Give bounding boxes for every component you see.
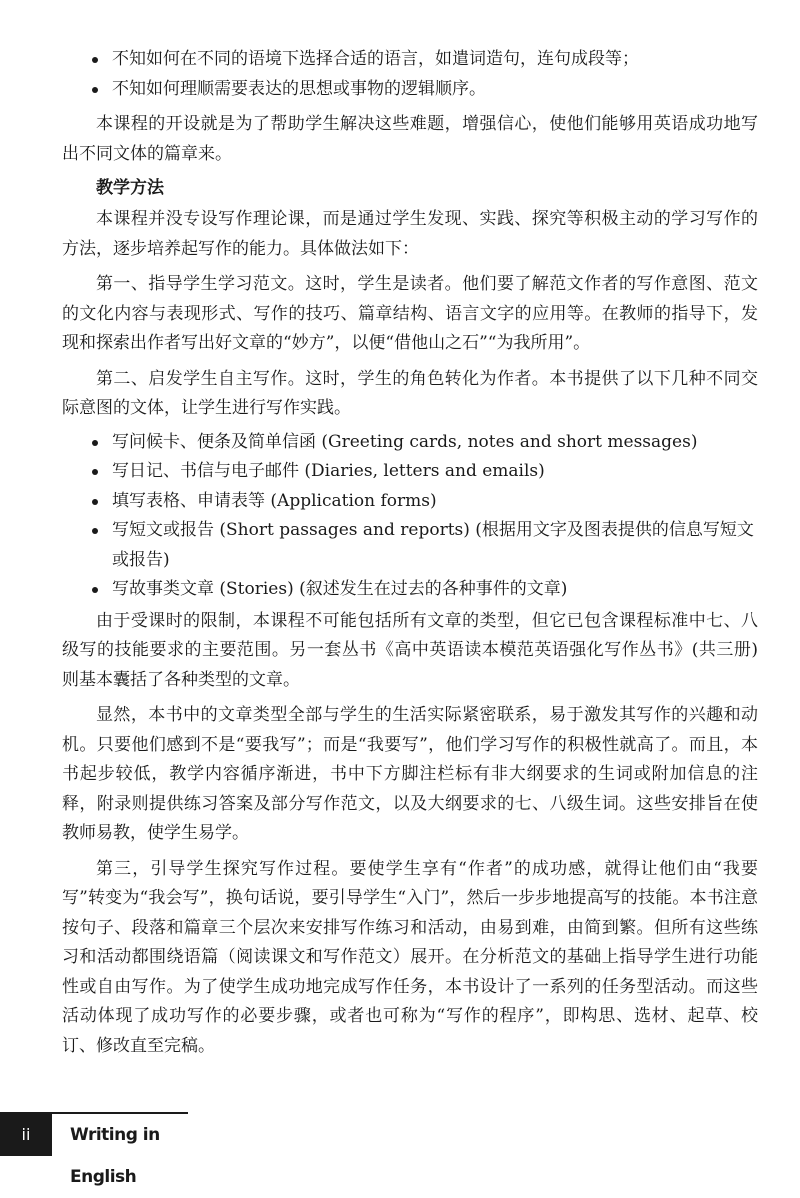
page-content: [62, 45, 758, 1061]
page-number: ii: [0, 1114, 52, 1156]
list-item: 写短文或报告 (Short passages and reports) (根据用文字及图表提供的信息写短文或报告): [70, 516, 758, 575]
page-footer: [0, 1112, 188, 1187]
paragraph-second: 第二、启发学生自主写作。这时，学生的角色转化为作者。本书提供了以下几种不同交际意图的文体，让学生进行写作实践。: [62, 368, 758, 418]
paragraph-method: 本课程并没专设写作理论课，而是通过学生发现、实践、探究等积极主动的学习写作的方法，逐步培养起写作的能力。具体做法如下：: [62, 209, 758, 259]
list-item: 写日记、书信与电子邮件 (Diaries, letters and emails): [70, 457, 758, 487]
paragraph-limit: 由于受课时的限制，本课程不可能包括所有文章的类型，但它已包含课程标准中七、八级写的技能要求的主要范围。另一套丛书《高中英语读本模范英语强化写作丛书》(共三册) 则基本囊括了各种类型的文章。: [62, 610, 758, 690]
bullet-icon: [92, 440, 98, 446]
list-item: 填写表格、申请表等 (Application forms): [70, 487, 758, 517]
genre-list: [70, 428, 758, 605]
bullet-icon: [92, 499, 98, 505]
paragraph-intro: 本课程的开设就是为了帮助学生解决这些难题，增强信心，使他们能够用英语成功地写出不同文体的篇章来。: [62, 114, 758, 164]
list-item: 不知如何理顺需要表达的思想或事物的逻辑顺序。: [70, 75, 758, 105]
paragraph-obvious: 显然，本书中的文章类型全部与学生的生活实际紧密联系，易于激发其写作的兴趣和动机。只要他们感到不是“要我写”；而是“我要写”，他们学习写作的积极性就高了。而且，本书起步较低，教学内容循序渐进，书中下方脚注栏标有非大纲要求的生词或附加信息的注释，附录则提供练习答案及部分写作范文，以及大纲要求的七、八级生词。这些安排旨在使教师易教，使学生易学。: [62, 705, 758, 843]
paragraph-first: 第一、指导学生学习范文。这时，学生是读者。他们要了解范文作者的写作意图、范文的文化内容与表现形式、写作的技巧、篇章结构、语言文字的应用等。在教师的指导下，发现和探索出作者写出好文章的“妙方”，以便“借他山之石”“为我所用”。: [62, 274, 758, 353]
bullet-icon: [92, 57, 98, 63]
section-heading: 教学方法: [96, 178, 164, 198]
list-item: 不知如何在不同的语境下选择合适的语言，如遣词造句，连句成段等；: [70, 45, 758, 75]
list-item: 写问候卡、便条及简单信函 (Greeting cards, notes and short messages): [70, 428, 758, 458]
running-title: Writing in English: [70, 1125, 160, 1187]
bullet-icon: [92, 528, 98, 534]
bullet-icon: [92, 87, 98, 93]
list-item: 写故事类文章 (Stories) (叙述发生在过去的各种事件的文章): [70, 575, 758, 605]
difficulty-list: [70, 45, 758, 104]
bullet-icon: [92, 587, 98, 593]
bullet-icon: [92, 469, 98, 475]
paragraph-third: 第三，引导学生探究写作过程。要使学生享有“作者”的成功感，就得让他们由“我要写”转变为“我会写”，换句话说，要引导学生“入门”，然后一步步地提高写的技能。本书注意按句子、段落和篇章三个层次来安排写作练习和活动，由易到难，由简到繁。但所有这些练习和活动都围绕语篇（阅读课文和写作范文）展开。在分析范文的基础上指导学生进行功能性或自由写作。为了使学生成功地完成写作任务，本书设计了一系列的任务型活动。而这些活动体现了成功写作的必要步骤，或者也可称为“写作的程序”，即构思、选材、起草、校订、修改直至完稿。: [62, 858, 758, 1056]
